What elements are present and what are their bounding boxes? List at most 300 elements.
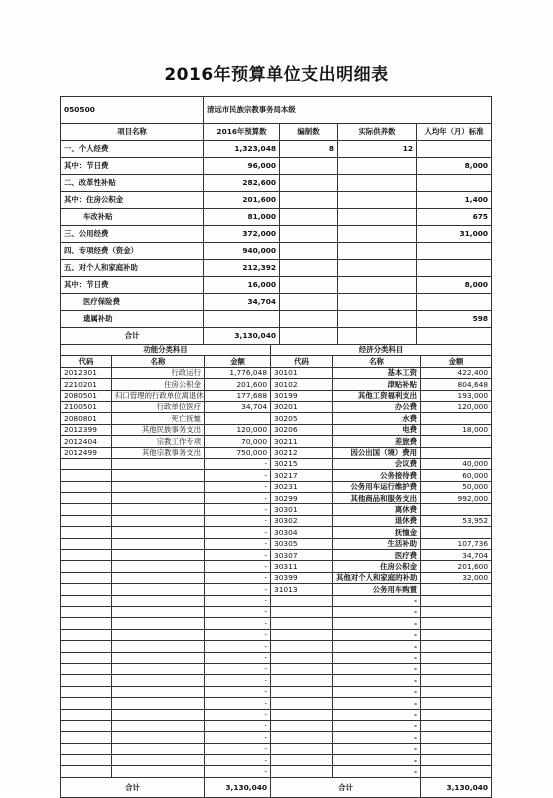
summary-item-name: 其中：节日费 bbox=[61, 158, 204, 175]
detail-row bbox=[61, 709, 492, 720]
econ-code: 30305 bbox=[271, 538, 333, 549]
econ-name: 办公费 bbox=[333, 401, 421, 412]
econ-name: 水费 bbox=[333, 413, 421, 424]
summary-staff-quota bbox=[280, 175, 338, 192]
econ-name: 抚恤金 bbox=[333, 527, 421, 538]
summary-total-label: 合计 bbox=[61, 328, 204, 345]
func-code bbox=[61, 470, 112, 481]
summary-per-capita-standard bbox=[417, 243, 492, 260]
detail-row bbox=[61, 584, 492, 595]
summary-actual-support bbox=[338, 260, 417, 277]
econ-amount: 53,952 bbox=[421, 515, 492, 526]
func-amount: - bbox=[205, 550, 271, 561]
func-amount: 120,000 bbox=[205, 424, 271, 435]
econ-name: 公务用车运行维护费 bbox=[333, 481, 421, 492]
func-code bbox=[61, 652, 112, 663]
econ-name-header: 名称 bbox=[333, 356, 421, 367]
detail-row bbox=[61, 698, 492, 709]
detail-total-row bbox=[61, 777, 492, 797]
detail-row bbox=[61, 379, 492, 390]
econ-amount: 107,736 bbox=[421, 538, 492, 549]
summary-row bbox=[61, 243, 492, 260]
summary-staff-quota bbox=[280, 158, 338, 175]
detail-row bbox=[61, 755, 492, 766]
func-total-amount: 3,130,040 bbox=[205, 777, 271, 797]
func-code bbox=[61, 618, 112, 629]
econ-code: 30307 bbox=[271, 550, 333, 561]
summary-actual-support bbox=[338, 192, 417, 209]
detail-row bbox=[61, 401, 492, 412]
func-name bbox=[112, 538, 205, 549]
func-name: 宗教工作专项 bbox=[112, 436, 205, 447]
func-amount: - bbox=[205, 709, 271, 720]
func-name: 行政单位医疗 bbox=[112, 401, 205, 412]
econ-name: 其他商品和服务支出 bbox=[333, 493, 421, 504]
econ-code: 30231 bbox=[271, 481, 333, 492]
econ-amount: 50,000 bbox=[421, 481, 492, 492]
detail-row bbox=[61, 732, 492, 743]
detail-row bbox=[61, 447, 492, 458]
summary-staff-quota bbox=[280, 294, 338, 311]
func-name bbox=[112, 493, 205, 504]
summary-row bbox=[61, 209, 492, 226]
econ-code: 30301 bbox=[271, 504, 333, 515]
econ-name: 因公出国（境）费用 bbox=[333, 447, 421, 458]
func-name bbox=[112, 561, 205, 572]
func-amount: - bbox=[205, 629, 271, 640]
summary-item-name: 四、专项经费（资金） bbox=[61, 243, 204, 260]
econ-name: 差旅费 bbox=[333, 436, 421, 447]
econ-name: - bbox=[333, 629, 421, 640]
func-amount bbox=[205, 413, 271, 424]
econ-name: - bbox=[333, 663, 421, 674]
func-name bbox=[112, 652, 205, 663]
func-name bbox=[112, 584, 205, 595]
econ-name: 其他工资福利支出 bbox=[333, 390, 421, 401]
econ-amount bbox=[421, 606, 492, 617]
func-code bbox=[61, 641, 112, 652]
func-amount: 177,688 bbox=[205, 390, 271, 401]
func-code bbox=[61, 732, 112, 743]
econ-code: 30212 bbox=[271, 447, 333, 458]
detail-row bbox=[61, 481, 492, 492]
func-name bbox=[112, 709, 205, 720]
econ-code bbox=[271, 766, 333, 777]
header-staff-quota: 编制数 bbox=[280, 124, 338, 141]
func-code bbox=[61, 698, 112, 709]
econ-amount bbox=[421, 413, 492, 424]
econ-amount bbox=[421, 618, 492, 629]
func-amount: - bbox=[205, 766, 271, 777]
econ-amount-header: 金额 bbox=[421, 356, 492, 367]
func-name bbox=[112, 595, 205, 606]
func-code bbox=[61, 584, 112, 595]
func-name bbox=[112, 618, 205, 629]
detail-row bbox=[61, 652, 492, 663]
func-amount: - bbox=[205, 470, 271, 481]
summary-staff-quota bbox=[280, 192, 338, 209]
detail-row bbox=[61, 458, 492, 469]
summary-budget-amount: 34,704 bbox=[204, 294, 280, 311]
func-code bbox=[61, 550, 112, 561]
econ-amount bbox=[421, 436, 492, 447]
func-name bbox=[112, 663, 205, 674]
func-name bbox=[112, 606, 205, 617]
econ-name: 其他对个人和家庭的补助 bbox=[333, 572, 421, 583]
func-code bbox=[61, 504, 112, 515]
econ-amount bbox=[421, 732, 492, 743]
func-amount: 34,704 bbox=[205, 401, 271, 412]
func-code: 2012399 bbox=[61, 424, 112, 435]
econ-code bbox=[271, 743, 333, 754]
detail-row bbox=[61, 550, 492, 561]
summary-row bbox=[61, 175, 492, 192]
summary-actual-support bbox=[338, 209, 417, 226]
summary-total-empty bbox=[417, 328, 492, 345]
summary-actual-support bbox=[338, 311, 417, 328]
func-code: 2080501 bbox=[61, 390, 112, 401]
func-code bbox=[61, 606, 112, 617]
econ-code: 30311 bbox=[271, 561, 333, 572]
summary-budget-amount: 81,000 bbox=[204, 209, 280, 226]
lower-detail-table bbox=[60, 344, 492, 798]
econ-code: 30217 bbox=[271, 470, 333, 481]
econ-name: - bbox=[333, 720, 421, 731]
econ-code: 31013 bbox=[271, 584, 333, 595]
econ-code: 30101 bbox=[271, 367, 333, 378]
func-name bbox=[112, 720, 205, 731]
unit-row bbox=[61, 97, 492, 124]
econ-code: 30302 bbox=[271, 515, 333, 526]
summary-staff-quota: 8 bbox=[280, 141, 338, 158]
econ-amount bbox=[421, 663, 492, 674]
summary-row bbox=[61, 141, 492, 158]
summary-row bbox=[61, 192, 492, 209]
econ-amount: 32,000 bbox=[421, 572, 492, 583]
econ-amount: 201,600 bbox=[421, 561, 492, 572]
econ-amount bbox=[421, 652, 492, 663]
func-code: 2012301 bbox=[61, 367, 112, 378]
func-code bbox=[61, 686, 112, 697]
func-total-label: 合计 bbox=[61, 777, 205, 797]
detail-row bbox=[61, 527, 492, 538]
summary-item-name: 其中：节日费 bbox=[61, 277, 204, 294]
econ-amount bbox=[421, 675, 492, 686]
func-amount: - bbox=[205, 675, 271, 686]
econ-amount: 992,000 bbox=[421, 493, 492, 504]
econ-code bbox=[271, 686, 333, 697]
summary-row bbox=[61, 260, 492, 277]
econ-code: 30201 bbox=[271, 401, 333, 412]
func-amount: 750,000 bbox=[205, 447, 271, 458]
func-code bbox=[61, 675, 112, 686]
unit-code: 050500 bbox=[61, 97, 204, 124]
header-actual-support: 实际供养数 bbox=[338, 124, 417, 141]
func-amount: - bbox=[205, 652, 271, 663]
econ-name: - bbox=[333, 675, 421, 686]
func-name bbox=[112, 641, 205, 652]
econ-amount: 60,000 bbox=[421, 470, 492, 481]
econ-code bbox=[271, 641, 333, 652]
econ-name: - bbox=[333, 652, 421, 663]
summary-staff-quota bbox=[280, 226, 338, 243]
func-amount: - bbox=[205, 743, 271, 754]
econ-amount: 34,704 bbox=[421, 550, 492, 561]
summary-per-capita-standard: 598 bbox=[417, 311, 492, 328]
func-amount: - bbox=[205, 755, 271, 766]
func-amount-header: 金额 bbox=[205, 356, 271, 367]
header-per-capita-standard: 人均年（月）标准 bbox=[417, 124, 492, 141]
func-name bbox=[112, 743, 205, 754]
func-name bbox=[112, 732, 205, 743]
econ-code-header: 代码 bbox=[271, 356, 333, 367]
func-amount: - bbox=[205, 698, 271, 709]
econ-name: - bbox=[333, 755, 421, 766]
summary-actual-support bbox=[338, 226, 417, 243]
func-name bbox=[112, 481, 205, 492]
summary-total-row bbox=[61, 328, 492, 345]
econ-amount bbox=[421, 629, 492, 640]
summary-actual-support: 12 bbox=[338, 141, 417, 158]
upper-header-row bbox=[61, 124, 492, 141]
func-amount: - bbox=[205, 686, 271, 697]
econ-amount: 40,000 bbox=[421, 458, 492, 469]
econ-amount bbox=[421, 584, 492, 595]
econ-code bbox=[271, 606, 333, 617]
summary-item-name: 一、个人经费 bbox=[61, 141, 204, 158]
func-code: 2012404 bbox=[61, 436, 112, 447]
detail-row bbox=[61, 367, 492, 378]
detail-row bbox=[61, 470, 492, 481]
func-name bbox=[112, 698, 205, 709]
econ-code bbox=[271, 663, 333, 674]
summary-row bbox=[61, 226, 492, 243]
func-amount: - bbox=[205, 584, 271, 595]
func-amount: - bbox=[205, 538, 271, 549]
summary-budget-amount: 1,323,048 bbox=[204, 141, 280, 158]
func-name bbox=[112, 550, 205, 561]
detail-row bbox=[61, 424, 492, 435]
econ-code: 30299 bbox=[271, 493, 333, 504]
func-amount: - bbox=[205, 572, 271, 583]
econ-name: 离休费 bbox=[333, 504, 421, 515]
econ-code bbox=[271, 629, 333, 640]
detail-row bbox=[61, 606, 492, 617]
econ-name: 会议费 bbox=[333, 458, 421, 469]
detail-row bbox=[61, 686, 492, 697]
econ-amount bbox=[421, 743, 492, 754]
summary-per-capita-standard: 1,400 bbox=[417, 192, 492, 209]
func-code: 2080801 bbox=[61, 413, 112, 424]
econ-name: - bbox=[333, 766, 421, 777]
func-amount: - bbox=[205, 458, 271, 469]
econ-amount bbox=[421, 720, 492, 731]
detail-row bbox=[61, 390, 492, 401]
unit-name: 清远市民族宗教事务局本级 bbox=[204, 97, 492, 124]
func-amount: - bbox=[205, 504, 271, 515]
summary-per-capita-standard: 675 bbox=[417, 209, 492, 226]
detail-row bbox=[61, 493, 492, 504]
detail-row bbox=[61, 675, 492, 686]
summary-budget-amount: 212,392 bbox=[204, 260, 280, 277]
summary-staff-quota bbox=[280, 277, 338, 294]
econ-code: 30199 bbox=[271, 390, 333, 401]
func-classification-header: 功能分类科目 bbox=[61, 345, 271, 356]
header-budget-amount: 2016年预算数 bbox=[204, 124, 280, 141]
detail-row bbox=[61, 766, 492, 777]
func-code bbox=[61, 766, 112, 777]
func-name bbox=[112, 504, 205, 515]
func-code bbox=[61, 561, 112, 572]
econ-amount bbox=[421, 595, 492, 606]
func-amount: - bbox=[205, 561, 271, 572]
detail-row bbox=[61, 618, 492, 629]
summary-actual-support bbox=[338, 277, 417, 294]
upper-summary-table bbox=[60, 96, 492, 345]
summary-row bbox=[61, 158, 492, 175]
summary-staff-quota bbox=[280, 311, 338, 328]
summary-actual-support bbox=[338, 158, 417, 175]
header-project-name: 项目名称 bbox=[61, 124, 204, 141]
func-name bbox=[112, 766, 205, 777]
detail-row bbox=[61, 504, 492, 515]
summary-actual-support bbox=[338, 294, 417, 311]
econ-code bbox=[271, 720, 333, 731]
detail-row bbox=[61, 641, 492, 652]
econ-name: - bbox=[333, 641, 421, 652]
summary-item-name: 其中：住房公积金 bbox=[61, 192, 204, 209]
summary-budget-amount: 16,000 bbox=[204, 277, 280, 294]
econ-name: - bbox=[333, 709, 421, 720]
summary-item-name: 五、对个人和家庭补助 bbox=[61, 260, 204, 277]
func-name bbox=[112, 686, 205, 697]
detail-row bbox=[61, 538, 492, 549]
summary-staff-quota bbox=[280, 243, 338, 260]
summary-actual-support bbox=[338, 243, 417, 260]
summary-budget-amount: 372,000 bbox=[204, 226, 280, 243]
func-name bbox=[112, 675, 205, 686]
summary-actual-support bbox=[338, 175, 417, 192]
econ-amount bbox=[421, 686, 492, 697]
func-code bbox=[61, 481, 112, 492]
summary-per-capita-standard: 31,000 bbox=[417, 226, 492, 243]
summary-total-amount: 3,130,040 bbox=[204, 328, 280, 345]
detail-row bbox=[61, 561, 492, 572]
summary-per-capita-standard bbox=[417, 260, 492, 277]
func-code bbox=[61, 709, 112, 720]
summary-per-capita-standard bbox=[417, 141, 492, 158]
func-name bbox=[112, 755, 205, 766]
econ-name: - bbox=[333, 686, 421, 697]
detail-row bbox=[61, 436, 492, 447]
func-name: 归口管理的行政单位离退休 bbox=[112, 390, 205, 401]
econ-amount: 120,000 bbox=[421, 401, 492, 412]
econ-code: 30399 bbox=[271, 572, 333, 583]
econ-amount bbox=[421, 641, 492, 652]
func-code: 2210201 bbox=[61, 379, 112, 390]
econ-name: 公务接待费 bbox=[333, 470, 421, 481]
func-name: 行政运行 bbox=[112, 367, 205, 378]
summary-budget-amount: 96,000 bbox=[204, 158, 280, 175]
func-name bbox=[112, 458, 205, 469]
func-code bbox=[61, 629, 112, 640]
econ-code bbox=[271, 618, 333, 629]
econ-name: 津贴补贴 bbox=[333, 379, 421, 390]
func-name: 死亡抚恤 bbox=[112, 413, 205, 424]
func-code bbox=[61, 515, 112, 526]
econ-code: 30205 bbox=[271, 413, 333, 424]
summary-item-name: 二、改革性补贴 bbox=[61, 175, 204, 192]
summary-item-name: 三、公用经费 bbox=[61, 226, 204, 243]
econ-amount bbox=[421, 755, 492, 766]
func-amount: - bbox=[205, 515, 271, 526]
econ-code: 30206 bbox=[271, 424, 333, 435]
func-code: 2100501 bbox=[61, 401, 112, 412]
econ-code bbox=[271, 732, 333, 743]
detail-row bbox=[61, 413, 492, 424]
func-amount: - bbox=[205, 527, 271, 538]
summary-staff-quota bbox=[280, 260, 338, 277]
func-code bbox=[61, 720, 112, 731]
econ-name: - bbox=[333, 618, 421, 629]
page-title: 2016年预算单位支出明细表 bbox=[164, 65, 389, 85]
summary-total-empty bbox=[338, 328, 417, 345]
column-header-row bbox=[61, 356, 492, 367]
econ-amount bbox=[421, 504, 492, 515]
detail-row bbox=[61, 572, 492, 583]
econ-amount: 422,400 bbox=[421, 367, 492, 378]
func-code-header: 代码 bbox=[61, 356, 112, 367]
econ-amount bbox=[421, 766, 492, 777]
econ-amount bbox=[421, 709, 492, 720]
summary-item-name: 医疗保险费 bbox=[61, 294, 204, 311]
func-amount: 201,600 bbox=[205, 379, 271, 390]
econ-amount: 804,648 bbox=[421, 379, 492, 390]
func-code bbox=[61, 755, 112, 766]
summary-item-name: 遗属补助 bbox=[61, 311, 204, 328]
econ-classification-header: 经济分类科目 bbox=[271, 345, 492, 356]
econ-code: 30215 bbox=[271, 458, 333, 469]
econ-code bbox=[271, 595, 333, 606]
func-name: 住房公积金 bbox=[112, 379, 205, 390]
econ-name: 退休费 bbox=[333, 515, 421, 526]
detail-row bbox=[61, 663, 492, 674]
econ-amount: 18,000 bbox=[421, 424, 492, 435]
func-name bbox=[112, 527, 205, 538]
econ-name: 基本工资 bbox=[333, 367, 421, 378]
func-amount: - bbox=[205, 606, 271, 617]
func-name: 其他宗教事务支出 bbox=[112, 447, 205, 458]
summary-per-capita-standard bbox=[417, 294, 492, 311]
econ-name: 公务用车购置 bbox=[333, 584, 421, 595]
summary-total-empty bbox=[280, 328, 338, 345]
func-code bbox=[61, 493, 112, 504]
econ-name: - bbox=[333, 698, 421, 709]
func-name bbox=[112, 629, 205, 640]
func-amount: - bbox=[205, 481, 271, 492]
econ-amount: 193,000 bbox=[421, 390, 492, 401]
func-code bbox=[61, 663, 112, 674]
econ-name: - bbox=[333, 595, 421, 606]
detail-row bbox=[61, 595, 492, 606]
summary-per-capita-standard: 8,000 bbox=[417, 158, 492, 175]
func-code bbox=[61, 538, 112, 549]
econ-code: 30102 bbox=[271, 379, 333, 390]
econ-name: 医疗费 bbox=[333, 550, 421, 561]
econ-code bbox=[271, 675, 333, 686]
summary-staff-quota bbox=[280, 209, 338, 226]
func-name bbox=[112, 515, 205, 526]
